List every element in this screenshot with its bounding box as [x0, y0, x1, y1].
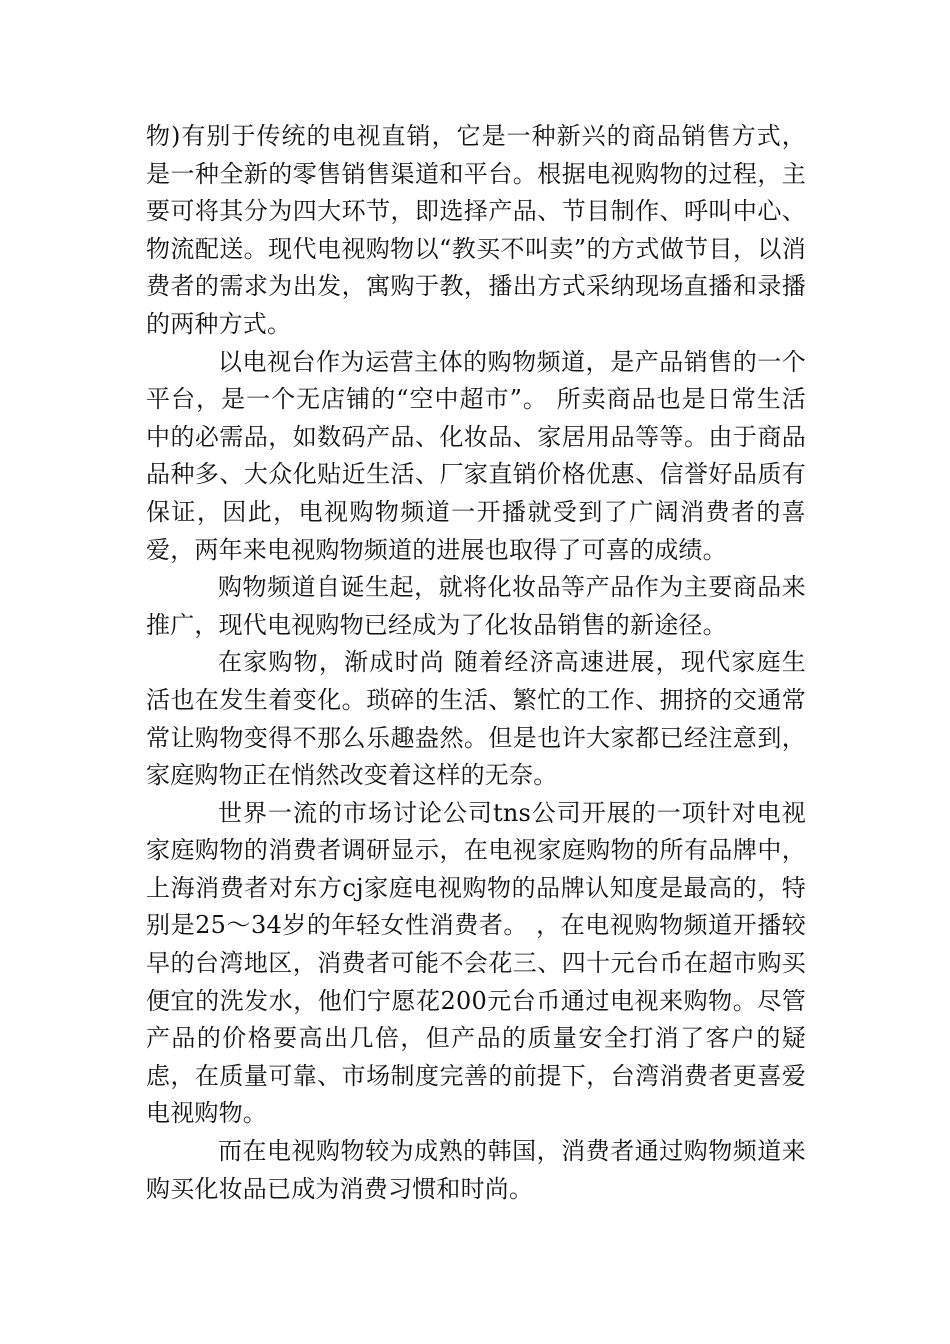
paragraph-6: 而在电视购物较为成熟的韩国，消费者通过购物频道来购买化妆品已成为消费习惯和时尚。 [146, 1137, 806, 1203]
document-body [146, 118, 806, 1208]
paragraph-3: 购物频道自诞生起，就将化妆品等产品作为主要商品来推广，现代电视购物已经成为了化妆品销售的新途径。 [146, 573, 806, 639]
paragraph-4: 在家购物，渐成时尚 随着经济高速进展，现代家庭生活也在发生着变化。琐碎的生活、繁忙的工作、拥挤的交通常常让购物变得不那么乐趣盎然。但是也许大家都已经注意到，家庭购物正在悄然改变着这样的无奈。 [146, 648, 806, 790]
paragraph-2: 以电视台作为运营主体的购物频道，是产品销售的一个平台，是一个无店铺的“空中超市”。 所卖商品也是日常生活中的必需品，如数码产品、化妆品、家居用品等等。由于商品品种多、大众化贴近生活、厂家直销价格优惠、信誉好品质有保证，因此，电视购物频道一开播就受到了广阔消费者的喜爱，两年来电视购物频道的进展也取得了可喜的成绩。 [146, 347, 806, 564]
paragraph-5: 世界一流的市场讨论公司tns公司开展的一项针对电视家庭购物的消费者调研显示，在电视家庭购物的所有品牌中，上海消费者对东方cj家庭电视购物的品牌认知度是最高的，特别是25～34岁的年轻女性消费者。 ，在电视购物频道开播较早的台湾地区，消费者可能不会花三、四十元台币在超市购买便宜的洗发水，他们宁愿花200元台币通过电视来购物。尽管产品的价格要高出几倍，但产品的质量安全打消了客户的疑虑，在质量可靠、市场制度完善的前提下，台湾消费者更喜爱电视购物。 [146, 798, 806, 1128]
paragraph-1: 物)有别于传统的电视直销，它是一种新兴的商品销售方式，是一种全新的零售销售渠道和平台。根据电视购物的过程，主要可将其分为四大环节，即选择产品、节目制作、呼叫中心、物流配送。现代电视购物以“教买不叫卖”的方式做节目，以消费者的需求为出发，寓购于教，播出方式采纳现场直播和录播的两种方式。 [146, 122, 806, 338]
